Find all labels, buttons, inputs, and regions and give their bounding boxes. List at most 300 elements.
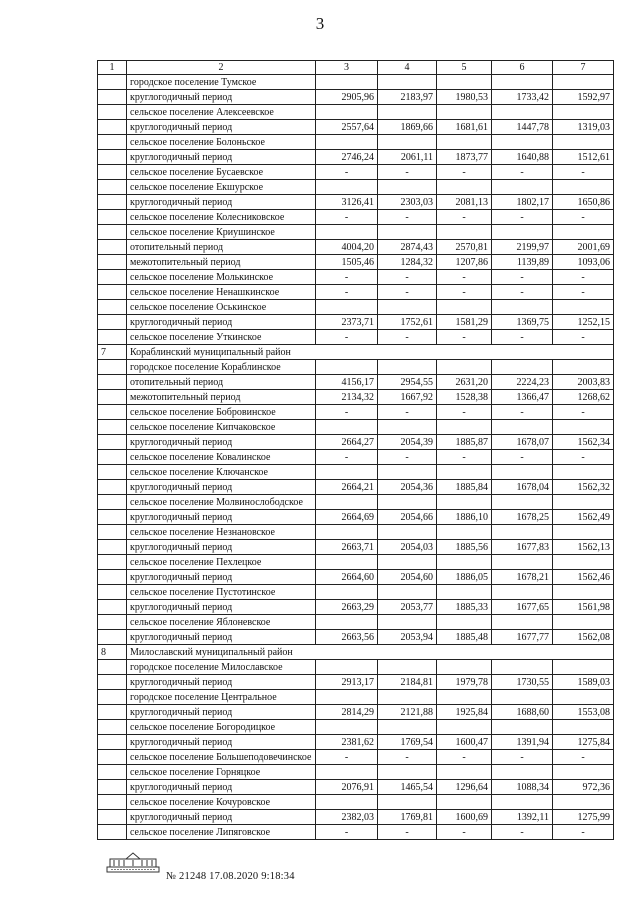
- value-cell: 1677,77: [492, 630, 553, 645]
- value-cell: 2814,29: [316, 705, 378, 720]
- value-cell: 1640,88: [492, 150, 553, 165]
- row-number: [98, 135, 127, 150]
- value-cell: [437, 795, 492, 810]
- value-cell: [492, 690, 553, 705]
- value-cell: 2663,29: [316, 600, 378, 615]
- value-cell: [316, 795, 378, 810]
- value-cell: -: [553, 210, 614, 225]
- row-label: круглогодичный период: [127, 435, 316, 450]
- row-label: круглогодичный период: [127, 600, 316, 615]
- value-cell: -: [553, 450, 614, 465]
- value-cell: 1980,53: [437, 90, 492, 105]
- value-cell: 1886,05: [437, 570, 492, 585]
- value-cell: [378, 765, 437, 780]
- value-cell: -: [553, 285, 614, 300]
- row-number: [98, 675, 127, 690]
- value-cell: [378, 420, 437, 435]
- table-row: [98, 765, 614, 780]
- table-row: [98, 135, 614, 150]
- value-cell: 2954,55: [378, 375, 437, 390]
- row-label: сельское поселение Екшурское: [127, 180, 316, 195]
- value-cell: [378, 720, 437, 735]
- table-row: [98, 630, 614, 645]
- value-cell: 1447,78: [492, 120, 553, 135]
- row-label: сельское поселение Незнановское: [127, 525, 316, 540]
- value-cell: [553, 225, 614, 240]
- row-label: сельское поселение Ключанское: [127, 465, 316, 480]
- table-row: [98, 510, 614, 525]
- table-row: [98, 825, 614, 840]
- value-cell: 1093,06: [553, 255, 614, 270]
- value-cell: [492, 465, 553, 480]
- row-number: [98, 75, 127, 90]
- table-row: [98, 165, 614, 180]
- value-cell: -: [378, 210, 437, 225]
- value-cell: [316, 420, 378, 435]
- row-label: городское поселение Тумское: [127, 75, 316, 90]
- value-cell: 2664,60: [316, 570, 378, 585]
- value-cell: 1802,17: [492, 195, 553, 210]
- row-label: сельское поселение Алексеевское: [127, 105, 316, 120]
- value-cell: -: [378, 825, 437, 840]
- value-cell: [437, 75, 492, 90]
- value-cell: 1650,86: [553, 195, 614, 210]
- row-number: [98, 540, 127, 555]
- value-cell: 2874,43: [378, 240, 437, 255]
- value-cell: 2746,24: [316, 150, 378, 165]
- value-cell: 1600,69: [437, 810, 492, 825]
- value-cell: 2664,69: [316, 510, 378, 525]
- row-label: круглогодичный период: [127, 150, 316, 165]
- value-cell: 1886,10: [437, 510, 492, 525]
- value-cell: [378, 465, 437, 480]
- column-header: 4: [378, 61, 437, 75]
- row-number: [98, 705, 127, 720]
- row-label: круглогодичный период: [127, 570, 316, 585]
- row-number: [98, 105, 127, 120]
- value-cell: [492, 360, 553, 375]
- row-label: городское поселение Центральное: [127, 690, 316, 705]
- value-cell: -: [378, 285, 437, 300]
- value-cell: [492, 75, 553, 90]
- table-row: [98, 750, 614, 765]
- value-cell: 1667,92: [378, 390, 437, 405]
- row-label: сельское поселение Кипчаковское: [127, 420, 316, 435]
- value-cell: 2134,32: [316, 390, 378, 405]
- value-cell: 2053,94: [378, 630, 437, 645]
- value-cell: [492, 180, 553, 195]
- value-cell: [316, 720, 378, 735]
- value-cell: [553, 135, 614, 150]
- value-cell: -: [437, 405, 492, 420]
- value-cell: -: [437, 450, 492, 465]
- table-row: [98, 270, 614, 285]
- value-cell: [378, 135, 437, 150]
- row-number: [98, 150, 127, 165]
- table-row: [98, 315, 614, 330]
- row-number: [98, 735, 127, 750]
- value-cell: [492, 300, 553, 315]
- row-label: сельское поселение Пустотинское: [127, 585, 316, 600]
- value-cell: [378, 615, 437, 630]
- table-row: [98, 225, 614, 240]
- row-number: [98, 435, 127, 450]
- value-cell: 1678,21: [492, 570, 553, 585]
- column-header: 6: [492, 61, 553, 75]
- row-number: [98, 630, 127, 645]
- value-cell: 3126,41: [316, 195, 378, 210]
- value-cell: [316, 105, 378, 120]
- value-cell: 1733,42: [492, 90, 553, 105]
- table-row: [98, 540, 614, 555]
- row-label: сельское поселение Оськинское: [127, 300, 316, 315]
- row-label: сельское поселение Молькинское: [127, 270, 316, 285]
- row-number: [98, 510, 127, 525]
- value-cell: -: [378, 750, 437, 765]
- table-row: [98, 585, 614, 600]
- table-row: [98, 345, 614, 360]
- value-cell: [378, 555, 437, 570]
- value-cell: 1730,55: [492, 675, 553, 690]
- table-row: [98, 390, 614, 405]
- row-label: сельское поселение Ковалинское: [127, 450, 316, 465]
- value-cell: [316, 360, 378, 375]
- value-cell: -: [553, 330, 614, 345]
- row-label: сельское поселение Колесниковское: [127, 210, 316, 225]
- value-cell: -: [316, 450, 378, 465]
- table-row: [98, 105, 614, 120]
- value-cell: [553, 660, 614, 675]
- row-label: отопительный период: [127, 240, 316, 255]
- value-cell: 1869,66: [378, 120, 437, 135]
- value-cell: 1268,62: [553, 390, 614, 405]
- value-cell: [437, 585, 492, 600]
- value-cell: [492, 135, 553, 150]
- row-number: [98, 795, 127, 810]
- value-cell: [378, 300, 437, 315]
- row-number: [98, 480, 127, 495]
- value-cell: 1366,47: [492, 390, 553, 405]
- table-row: [98, 495, 614, 510]
- row-label: межотопительный период: [127, 390, 316, 405]
- row-number: [98, 360, 127, 375]
- table-row: [98, 255, 614, 270]
- row-number: [98, 570, 127, 585]
- table-row: [98, 195, 614, 210]
- row-number: [98, 825, 127, 840]
- value-cell: -: [378, 405, 437, 420]
- value-cell: [437, 765, 492, 780]
- row-label: круглогодичный период: [127, 810, 316, 825]
- row-number: [98, 615, 127, 630]
- value-cell: 2121,88: [378, 705, 437, 720]
- value-cell: [553, 465, 614, 480]
- value-cell: [437, 300, 492, 315]
- row-number: [98, 210, 127, 225]
- table-row: [98, 210, 614, 225]
- value-cell: [378, 75, 437, 90]
- value-cell: 1677,83: [492, 540, 553, 555]
- column-header: 2: [127, 61, 316, 75]
- column-header: 5: [437, 61, 492, 75]
- row-label: круглогодичный период: [127, 780, 316, 795]
- value-cell: 1678,04: [492, 480, 553, 495]
- row-label: сельское поселение Бусаевское: [127, 165, 316, 180]
- value-cell: -: [378, 450, 437, 465]
- value-cell: 1465,54: [378, 780, 437, 795]
- row-label: круглогодичный период: [127, 195, 316, 210]
- row-number: [98, 240, 127, 255]
- value-cell: 1562,46: [553, 570, 614, 585]
- value-cell: 2664,21: [316, 480, 378, 495]
- value-cell: [316, 615, 378, 630]
- table-row: [98, 435, 614, 450]
- row-number: [98, 450, 127, 465]
- value-cell: 2199,97: [492, 240, 553, 255]
- value-cell: [316, 495, 378, 510]
- row-label: круглогодичный период: [127, 480, 316, 495]
- value-cell: 1369,75: [492, 315, 553, 330]
- value-cell: [316, 585, 378, 600]
- value-cell: 1505,46: [316, 255, 378, 270]
- row-number: [98, 195, 127, 210]
- row-number: 8: [98, 645, 127, 660]
- row-number: [98, 690, 127, 705]
- value-cell: 1562,34: [553, 435, 614, 450]
- value-cell: [492, 660, 553, 675]
- row-number: [98, 255, 127, 270]
- value-cell: [316, 225, 378, 240]
- table-row: [98, 405, 614, 420]
- value-cell: [553, 615, 614, 630]
- value-cell: 2663,71: [316, 540, 378, 555]
- value-cell: 1885,56: [437, 540, 492, 555]
- value-cell: 2054,66: [378, 510, 437, 525]
- value-cell: -: [492, 210, 553, 225]
- value-cell: [553, 555, 614, 570]
- value-cell: 1592,97: [553, 90, 614, 105]
- value-cell: 1769,54: [378, 735, 437, 750]
- value-cell: 1562,32: [553, 480, 614, 495]
- value-cell: [378, 690, 437, 705]
- table-row: [98, 240, 614, 255]
- row-label: сельское поселение Липяговское: [127, 825, 316, 840]
- value-cell: 2003,83: [553, 375, 614, 390]
- table-row: [98, 360, 614, 375]
- value-cell: -: [378, 270, 437, 285]
- value-cell: 1589,03: [553, 675, 614, 690]
- value-cell: -: [492, 330, 553, 345]
- value-cell: [553, 525, 614, 540]
- value-cell: [492, 420, 553, 435]
- value-cell: 2081,13: [437, 195, 492, 210]
- row-label: сельское поселение Кочуровское: [127, 795, 316, 810]
- value-cell: 2303,03: [378, 195, 437, 210]
- row-label: круглогодичный период: [127, 90, 316, 105]
- value-cell: 1581,29: [437, 315, 492, 330]
- row-label: круглогодичный период: [127, 705, 316, 720]
- row-label: круглогодичный период: [127, 630, 316, 645]
- value-cell: -: [316, 825, 378, 840]
- value-cell: [437, 360, 492, 375]
- value-cell: [437, 465, 492, 480]
- value-cell: [437, 180, 492, 195]
- value-cell: -: [316, 285, 378, 300]
- value-cell: 2184,81: [378, 675, 437, 690]
- value-cell: 1600,47: [437, 735, 492, 750]
- value-cell: [492, 225, 553, 240]
- table-row: [98, 690, 614, 705]
- table-row: [98, 465, 614, 480]
- row-number: [98, 330, 127, 345]
- row-number: [98, 180, 127, 195]
- value-cell: 2054,39: [378, 435, 437, 450]
- value-cell: 4004,20: [316, 240, 378, 255]
- value-cell: [316, 690, 378, 705]
- value-cell: 1139,89: [492, 255, 553, 270]
- row-number: [98, 120, 127, 135]
- table-row: [98, 525, 614, 540]
- value-cell: [553, 300, 614, 315]
- table-row: [98, 90, 614, 105]
- value-cell: -: [492, 450, 553, 465]
- value-cell: [553, 420, 614, 435]
- value-cell: [378, 585, 437, 600]
- value-cell: 1562,13: [553, 540, 614, 555]
- value-cell: [553, 720, 614, 735]
- value-cell: 1207,86: [437, 255, 492, 270]
- row-label: круглогодичный период: [127, 510, 316, 525]
- row-label: сельское поселение Бобровинское: [127, 405, 316, 420]
- value-cell: [492, 765, 553, 780]
- column-header: 3: [316, 61, 378, 75]
- value-cell: [437, 690, 492, 705]
- value-cell: 4156,17: [316, 375, 378, 390]
- value-cell: -: [492, 825, 553, 840]
- value-cell: [378, 180, 437, 195]
- tariff-table: [97, 60, 614, 840]
- row-number: [98, 270, 127, 285]
- row-label: круглогодичный период: [127, 675, 316, 690]
- value-cell: [316, 135, 378, 150]
- row-label: сельское поселение Уткинское: [127, 330, 316, 345]
- value-cell: [437, 660, 492, 675]
- value-cell: [553, 765, 614, 780]
- value-cell: 2373,71: [316, 315, 378, 330]
- row-label: круглогодичный период: [127, 315, 316, 330]
- value-cell: -: [437, 210, 492, 225]
- value-cell: 1088,34: [492, 780, 553, 795]
- value-cell: 1885,48: [437, 630, 492, 645]
- table-row: [98, 780, 614, 795]
- value-cell: [492, 795, 553, 810]
- row-number: [98, 420, 127, 435]
- table-row: [98, 330, 614, 345]
- table-row: [98, 420, 614, 435]
- value-cell: -: [437, 270, 492, 285]
- value-cell: -: [437, 285, 492, 300]
- table-row: [98, 675, 614, 690]
- table-row: [98, 555, 614, 570]
- value-cell: [437, 105, 492, 120]
- row-label: круглогодичный период: [127, 540, 316, 555]
- value-cell: -: [437, 825, 492, 840]
- value-cell: -: [378, 165, 437, 180]
- row-label: Милославский муниципальный район: [127, 645, 614, 660]
- value-cell: [316, 300, 378, 315]
- value-cell: [553, 495, 614, 510]
- page-number: 3: [315, 14, 325, 33]
- value-cell: [553, 360, 614, 375]
- value-cell: 1512,61: [553, 150, 614, 165]
- value-cell: [378, 660, 437, 675]
- building-seal-icon: [106, 851, 160, 873]
- value-cell: -: [316, 330, 378, 345]
- value-cell: -: [316, 210, 378, 225]
- row-number: [98, 600, 127, 615]
- value-cell: -: [378, 330, 437, 345]
- value-cell: [378, 525, 437, 540]
- row-number: [98, 225, 127, 240]
- value-cell: [553, 180, 614, 195]
- row-label: сельское поселение Болоньское: [127, 135, 316, 150]
- value-cell: 1885,33: [437, 600, 492, 615]
- column-header: 7: [553, 61, 614, 75]
- value-cell: -: [553, 750, 614, 765]
- value-cell: 2053,77: [378, 600, 437, 615]
- table-row: [98, 75, 614, 90]
- row-label: городское поселение Кораблинское: [127, 360, 316, 375]
- value-cell: [553, 585, 614, 600]
- value-cell: -: [492, 750, 553, 765]
- value-cell: -: [316, 270, 378, 285]
- row-number: [98, 810, 127, 825]
- value-cell: [437, 720, 492, 735]
- value-cell: 1688,60: [492, 705, 553, 720]
- value-cell: [316, 525, 378, 540]
- row-label: сельское поселение Ненашкинское: [127, 285, 316, 300]
- value-cell: 2557,64: [316, 120, 378, 135]
- value-cell: 1284,32: [378, 255, 437, 270]
- value-cell: 1752,61: [378, 315, 437, 330]
- value-cell: -: [437, 330, 492, 345]
- row-label: сельское поселение Пехлецкое: [127, 555, 316, 570]
- value-cell: 1885,84: [437, 480, 492, 495]
- value-cell: 1885,87: [437, 435, 492, 450]
- value-cell: 2570,81: [437, 240, 492, 255]
- table-row: [98, 735, 614, 750]
- value-cell: 1678,07: [492, 435, 553, 450]
- row-number: 7: [98, 345, 127, 360]
- value-cell: 972,36: [553, 780, 614, 795]
- value-cell: [553, 690, 614, 705]
- value-cell: 2381,62: [316, 735, 378, 750]
- value-cell: [492, 615, 553, 630]
- table-header-row: [98, 61, 614, 75]
- value-cell: -: [316, 165, 378, 180]
- value-cell: -: [437, 165, 492, 180]
- value-cell: 1392,11: [492, 810, 553, 825]
- value-cell: 2061,11: [378, 150, 437, 165]
- value-cell: -: [553, 165, 614, 180]
- value-cell: 2001,69: [553, 240, 614, 255]
- row-number: [98, 285, 127, 300]
- value-cell: 1769,81: [378, 810, 437, 825]
- value-cell: [378, 225, 437, 240]
- value-cell: 2054,03: [378, 540, 437, 555]
- row-number: [98, 780, 127, 795]
- table-row: [98, 285, 614, 300]
